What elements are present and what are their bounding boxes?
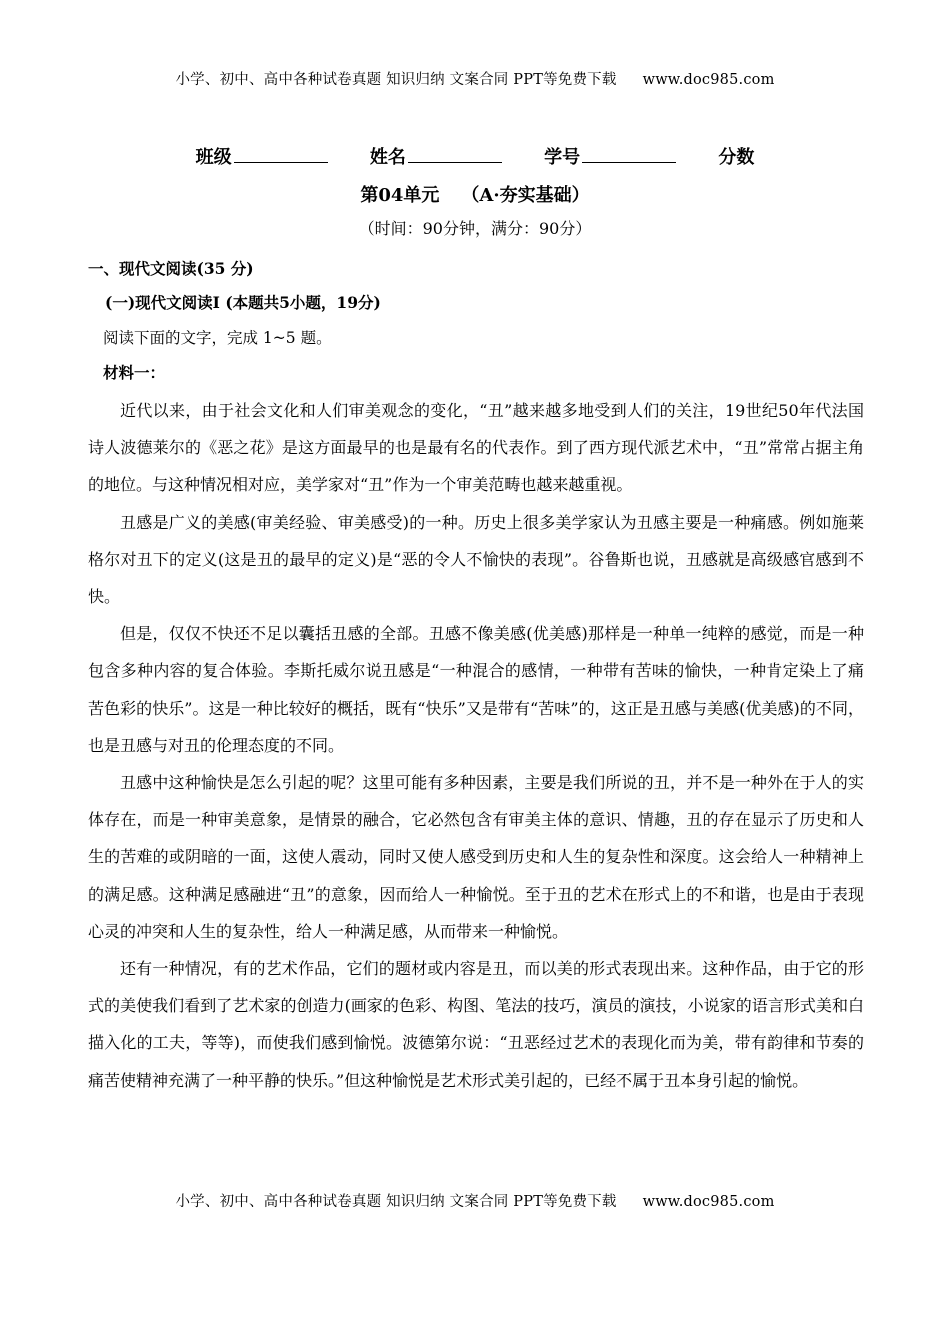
passage-paragraph: 丑感是广义的美感(审美经验、审美感受)的一种。历史上很多美学家认为丑感主要是一种痛感。例如施莱格尔对丑下的定义(这是丑的最早的定义)是“恶的令人不愉快的表现”。谷鲁斯也说，丑感就是高级感官感到不快。 [88, 512, 864, 607]
reading-instruction: 阅读下面的文字，完成 1~5 题。 [103, 329, 332, 347]
subsection-title: (一)现代文阅读Ⅰ (本题共5小题，19分) [105, 293, 381, 312]
unit-name: 第04单元 [360, 185, 440, 206]
score-field [718, 143, 754, 169]
student-id-label: 学号 [544, 147, 581, 168]
student-info-header [0, 143, 950, 169]
passage-paragraph: 还有一种情况，有的艺术作品，它们的题材或内容是丑，而以美的形式表现出来。这种作品，由于它的形式的美使我们看到了艺术家的创造力(画家的色彩、构图、笔法的技巧，演员的演技，小说家的语言形式美和白描入化的工夫，等等)，而使我们感到愉悦。波德第尔说：“丑恶经过艺术的表现化而为美，带有韵律和节奏的痛苦使精神充满了一种平静的快乐。”但这种愉悦是艺术形式美引起的，已经不属于丑本身引起的愉悦。 [88, 959, 864, 1090]
name-blank [408, 144, 502, 163]
class-blank [234, 144, 328, 163]
reading-passage [88, 392, 864, 1099]
student-id-field [544, 143, 676, 169]
time-and-score-info: （时间：90分钟，满分：90分） [358, 219, 592, 238]
passage-paragraph: 丑感中这种愉快是怎么引起的呢？这里可能有多种因素，主要是我们所说的丑，并不是一种外在于人的实体存在，而是一种审美意象，是情景的融合，它必然包含有审美主体的意识、情趣，丑的存在显示了历史和人生的苦难的或阴暗的一面，这使人震动，同时又使人感受到历史和人生的复杂性和深度。这会给人一种精神上的满足感。这种满足感融进“丑”的意象，因而给人一种愉悦。至于丑的艺术在形式上的不和谐，也是由于表现心灵的冲突和人生的复杂性，给人一种满足感，从而带来一种愉悦。 [88, 773, 864, 941]
unit-title [0, 181, 950, 207]
passage-paragraph: 近代以来，由于社会文化和人们审美观念的变化，“丑”越来越多地受到人们的关注，19世纪50年代法国诗人波德莱尔的《恶之花》是这方面最早的也是最有名的代表作。到了西方现代派艺术中，“丑”常常占据主角的地位。与这种情况相对应，美学家对“丑”作为一个审美范畴也越来越重视。 [88, 401, 864, 495]
section-title: 一、现代文阅读(35 分) [88, 259, 254, 278]
name-field [370, 143, 502, 169]
banner-url[interactable]: www.doc985.com [642, 72, 775, 88]
score-label: 分数 [718, 147, 755, 168]
class-field [196, 143, 328, 169]
name-label: 姓名 [369, 147, 406, 168]
material-label: 材料一： [103, 363, 166, 382]
class-label: 班级 [195, 147, 232, 168]
bottom-banner [0, 1190, 950, 1211]
unit-subtitle: （A·夯实基础） [461, 185, 590, 206]
top-banner [0, 68, 950, 89]
passage-paragraph: 但是，仅仅不快还不足以囊括丑感的全部。丑感不像美感(优美感)那样是一种单一纯粹的感觉，而是一种包含多种内容的复合体验。李斯托威尔说丑感是“一种混合的感情，一种带有苦味的愉快，一种肯定染上了痛苦色彩的快乐”。这是一种比较好的概括，既有“快乐”又是带有“苦味”的，这正是丑感与美感(优美感)的不同，也是丑感与对丑的伦理态度的不同。 [88, 624, 864, 755]
banner-text: 小学、初中、高中各种试卷真题 知识归纳 文案合同 PPT等免费下载 [175, 72, 617, 88]
banner-text: 小学、初中、高中各种试卷真题 知识归纳 文案合同 PPT等免费下载 [175, 1194, 617, 1210]
student-id-blank [582, 144, 676, 163]
banner-url[interactable]: www.doc985.com [642, 1194, 775, 1210]
